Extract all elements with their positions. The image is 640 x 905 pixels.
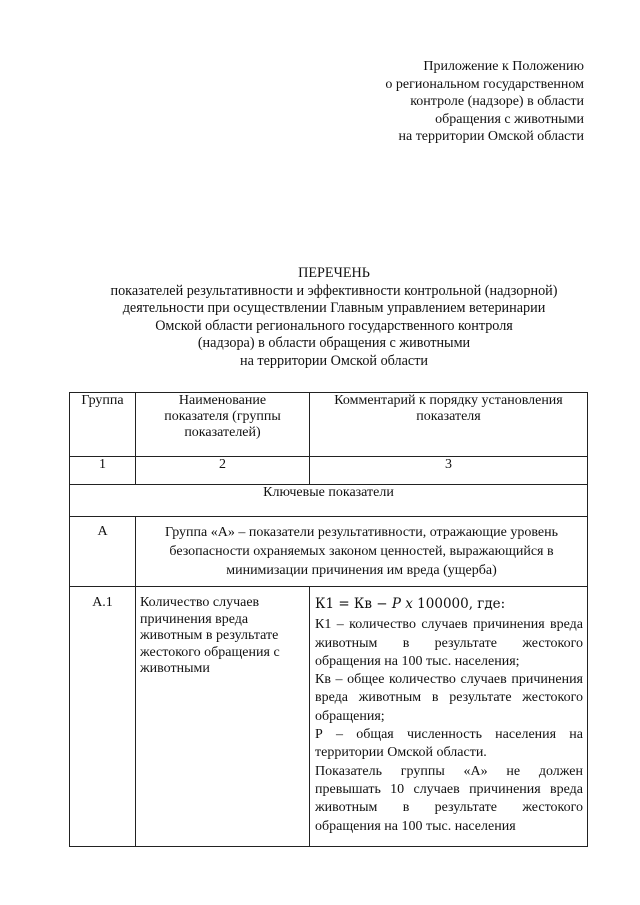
formula-right: 100000, где: xyxy=(417,596,506,612)
appendix-line: обращения с животными xyxy=(435,111,584,127)
section-title: Ключевые показатели xyxy=(70,485,588,517)
indicator-row xyxy=(70,587,588,847)
title-line: (надзора) в области обращения с животными xyxy=(197,335,471,351)
indicator-code: А.1 xyxy=(70,587,136,847)
indicator-name: Количество случаев причинения вреда животным в результате жестокого обращения с животными xyxy=(136,587,310,847)
document-title xyxy=(60,265,608,370)
group-a-row xyxy=(70,517,588,587)
comment-paragraph: Кв – общее количество случаев причинения вреда животным в результате жестокого обращения; xyxy=(315,672,583,724)
title-line: деятельности при осуществлении Главным управлением ветеринарии xyxy=(122,300,546,316)
header-name: Наименование показателя (группы показателей) xyxy=(136,393,310,457)
indicator-comment xyxy=(310,587,588,847)
formula-left: К1 = Кв xyxy=(315,596,372,612)
title-heading: ПЕРЕЧЕНЬ xyxy=(298,265,370,281)
header-group: Группа xyxy=(70,393,136,457)
comment-paragraph: К1 – количество случаев причинения вреда животным в результате жестокого обращения на 100 тыс. населения; xyxy=(315,617,583,669)
title-line: на территории Омской области xyxy=(240,352,428,369)
column-number: 2 xyxy=(136,457,310,485)
title-line: показателей результативности и эффективности контрольной (надзорной) xyxy=(110,282,558,299)
appendix-line: о региональном государственном xyxy=(385,76,584,92)
appendix-note xyxy=(324,58,584,146)
group-code: А xyxy=(70,517,136,587)
group-description: Группа «А» – показатели результативности, отражающие уровень безопасности охраняемых законом ценностей, выражающийся в минимизации причинения им вреда (ущерба) xyxy=(136,517,588,587)
column-numbers-row xyxy=(70,457,588,485)
appendix-line: на территории Омской области xyxy=(398,129,584,144)
indicator-formula xyxy=(315,595,583,613)
header-comment: Комментарий к порядку установления показателя xyxy=(310,393,588,457)
appendix-line: Приложение к Положению xyxy=(423,59,584,74)
comment-paragraph: Показатель группы «А» не должен превышать 10 случаев причинения вреда животным в результате жестокого обращения на 100 тыс. населения xyxy=(315,763,583,834)
indicators-table xyxy=(69,392,588,847)
column-number: 3 xyxy=(310,457,588,485)
table-header-row xyxy=(70,393,588,457)
section-row xyxy=(70,485,588,517)
formula-variable: − P x xyxy=(376,596,413,612)
comment-paragraph: Р – общая численность населения на территории Омской области. xyxy=(315,727,583,761)
title-line: Омской области регионального государственного контроля xyxy=(155,317,513,334)
column-number: 1 xyxy=(70,457,136,485)
appendix-line: контроле (надзоре) в области xyxy=(410,94,584,109)
